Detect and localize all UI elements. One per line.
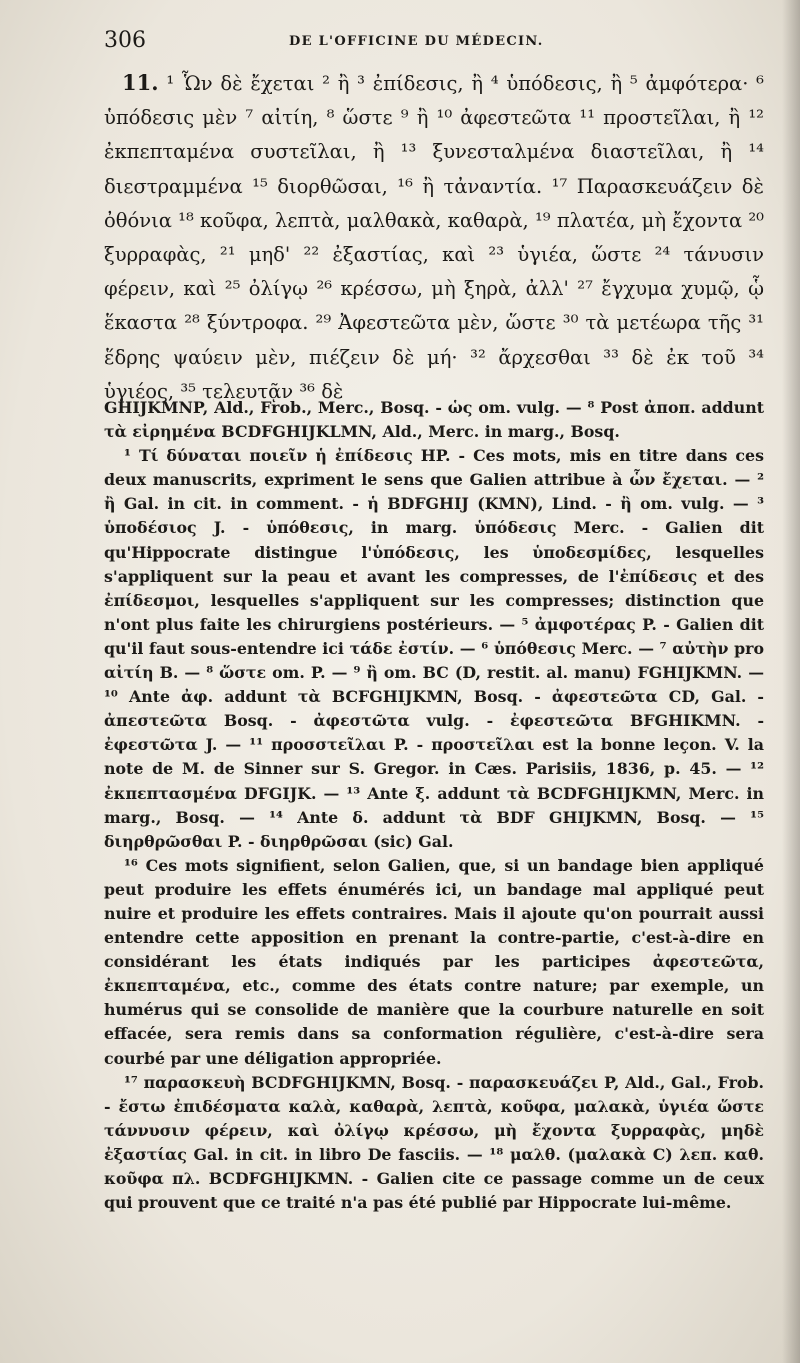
footnote-paragraph: ¹⁷ παρασκευὴ BCDFGHIJKMN, Bosq. - παρασκευάζει P, Ald., Gal., Frob. - ἔστω ἐπιδέσματα καλὰ, καθαρὰ, λεπτὰ, κοῦφα, μαλακὰ, ὑγιέα ὥστε τάννυσιν φέρειν, καὶ ὀλίγῳ κρέσσω, μὴ ἔχοντα ξυρραφὰς, μηδὲ ἐξαστίας Gal. in cit. in libro De fasciis. — ¹⁸ μαλθ. (μαλακὰ C) λεπ. καθ. κοῦφα πλ. BCDFGHIJKMN. - Galien cite ce passage comme un de ceux qui prouvent que ce traité n'a pas été publié par Hippocrate lui-même. [104, 1072, 764, 1213]
page-edge-shadow [782, 0, 800, 1363]
footnote-paragraph: ¹ Τί δύναται ποιεῖν ἡ ἐπίδεσις HP. - Ces mots, mis en titre dans ces deux manuscrits, expriment le sens que Galien attribue à ὧν ἔχεται. — ² ἢ Gal. in cit. in comment. - ἡ BDFGHIJ (KMN), Lind. - ἢ om. vulg. — ³ ὑποδέσιος J. - ὑπόθεσις, in marg. ὑπόδεσις Merc. - Galien dit qu'Hippocrate distingue l'ὑπόδεσις, les ὑποδεσμίδες, lesquelles s'appliquent sur la peau et avant les compresses, de l'ἐπίδεσις et des ἐπίδεσμοι, lesquelles s'appliquent sur les compresses; distinction que n'ont plus faite les chirurgiens postérieurs. — ⁵ ἀμφοτέρας P. - Galien dit qu'il faut sous-entendre ici τάδε ἐστίν. — ⁶ ὑπόθεσις Merc. — ⁷ αὐτὴν pro αἰτίη B. — ⁸ ὥστε om. P. — ⁹ ἢ om. BC (D, restit. al. manu) FGHIJKMN. — ¹⁰ Ante ἀφ. addunt τὰ BCFGHIJKMN, Bosq. - ἀφεστεῶτα CD, Gal. - ἀπεστεῶτα Bosq. - ἀφεστῶτα vulg. - ἐφεστεῶτα BFGHIKMN. - ἐφεστῶτα J. — ¹¹ προσστεῖλαι P. - προστεῖλαι est la bonne leçon. V. la note de M. de Sinner sur S. Gregor. in Cæs. Parisiis, 1836, p. 45. — ¹² ἐκπεπτασμένα DFGIJK. — ¹³ Ante ξ. addunt τὰ BCDFGHIJKMN, Merc. in marg., Bosq. — ¹⁴ Ante δ. addunt τὰ BDF GHIJKMN, Bosq. — ¹⁵ διηρθρῶσθαι P. - διηρθρῶσαι (sic) Gal. [104, 446, 764, 851]
footnote-paragraph: ¹⁶ Ces mots signifient, selon Galien, que, si un bandage bien appliqué peut produire les effets énumérés ici, un bandage mal appliqué peut nuire et produire les effets contraires. Mais il ajoute qu'on pourrait aussi entendre cette apposition en prenant la contre-partie, c'est-à-dire en considérant les états indiqués par les participes ἀφεστεῶτα, ἐκπεπταμένα, etc., comme des états contre nature; par exemple, un humérus qui se consolide de manière que la courbure naturelle en soit effacée, sera remis dans sa conformation régulière, c'est-à-dire sera courbé par une déligation appropriée. [104, 855, 764, 1068]
main-greek-text [104, 66, 764, 409]
running-title: DE L'OFFICINE DU MÉDECIN. [289, 34, 544, 49]
footnotes [104, 396, 764, 1215]
greek-passage: ¹ Ὧν δὲ ἔχεται ² ἢ ³ ἐπίδεσις, ἢ ⁴ ὑπόδεσις, ἢ ⁵ ἀμφότερα· ⁶ ὑπόδεσις μὲν ⁷ αἰτίη, ⁸ ὥστε ⁹ ἢ ¹⁰ ἀφεστεῶτα ¹¹ προστεῖλαι, ἢ ¹² ἐκπεπταμένα συστεῖλαι, ἢ ¹³ ξυνεσταλμένα διαστεῖλαι, ἢ ¹⁴ διεστραμμένα ¹⁵ διορθῶσαι, ¹⁶ ἢ τἀναντία. ¹⁷ Παρασκευάζειν δὲ ὀθόνια ¹⁸ κοῦφα, λεπτὰ, μαλθακὰ, καθαρὰ, ¹⁹ πλατέα, μὴ ἔχοντα ²⁰ ξυρραφὰς, ²¹ μηδ' ²² ἐξαστίας, καὶ ²³ ὑγιέα, ὥστε ²⁴ τάνυσιν φέρειν, καὶ ²⁵ ὀλίγῳ ²⁶ κρέσσω, μὴ ξηρὰ, ἀλλ' ²⁷ ἔγχυμα χυμῷ, ᾧ ἕκαστα ²⁸ ξύντροφα. ²⁹ Ἀφεστεῶτα μὲν, ὥστε ³⁰ τὰ μετέωρα τῆς ³¹ ἕδρης ψαύειν μὲν, πιέζειν δὲ μή· ³² ἄρχεσθαι ³³ δὲ ἐκ τοῦ ³⁴ ὑγιέος, ³⁵ τελευτᾷν ³⁶ δὲ [104, 72, 764, 403]
page-number: 306 [104, 28, 146, 53]
page-header [104, 26, 764, 60]
footnote-paragraph: GHIJKMNP, Ald., Frob., Merc., Bosq. - ὡς om. vulg. — ⁸ Post ἀποπ. addunt τὰ εἰρημένα BCDFGHIJKLMN, Ald., Merc. in marg., Bosq. [104, 398, 764, 442]
section-number: 11. [122, 70, 159, 95]
